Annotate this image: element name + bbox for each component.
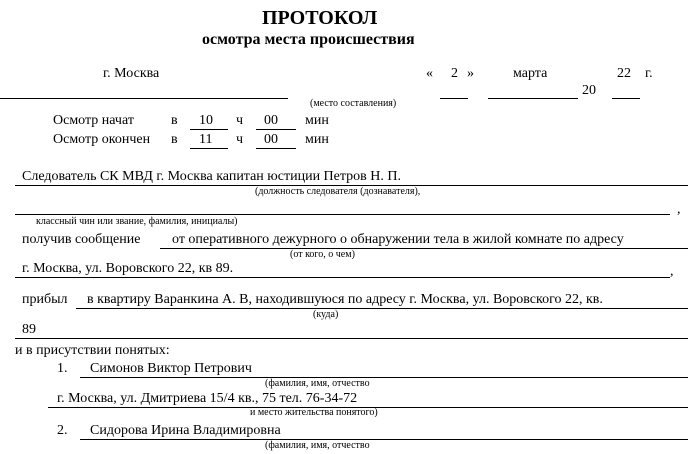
start-hours: 10 [199, 113, 213, 128]
city-underline [0, 98, 288, 99]
start-min: мин [305, 113, 329, 128]
document-subtitle: осмотра места происшествия [202, 31, 415, 48]
end-prep: в [171, 132, 178, 147]
witnesses-intro: и в присутствии понятых: [15, 343, 170, 358]
city: г. Москва [103, 66, 160, 81]
message-underline [160, 248, 688, 249]
end-hours-underline [190, 148, 228, 149]
witness-2-number: 2. [57, 423, 68, 438]
start-minutes: 00 [264, 113, 278, 128]
arrived-label: прибыл [22, 292, 68, 307]
start-prep: в [171, 113, 178, 128]
document-title: ПРОТОКОЛ [262, 7, 378, 29]
message-text-2: г. Москва, ул. Воровского 22, кв 89. [22, 261, 234, 276]
investigator-text: Следователь СК МВД г. Москва капитан юстиции Петров Н. П. [22, 169, 402, 184]
investigator-hint-2: классный чин или звание, фамилия, инициалы) [36, 216, 238, 227]
investigator-comma: , [677, 202, 681, 217]
witness-1-name: Симонов Виктор Петрович [90, 361, 252, 376]
date-month: марта [513, 66, 548, 81]
day-underline [440, 98, 468, 99]
date-year-suffix: г. [645, 66, 653, 81]
witness-1-address-hint: и место жительства понятого) [250, 407, 378, 418]
witness-1-address: г. Москва, ул. Дмитриева 15/4 кв., 75 тел. 76-34-72 [57, 391, 358, 406]
date-year: 22 [617, 66, 631, 81]
end-label: Осмотр окончен [53, 132, 151, 147]
date-century: 20 [582, 83, 596, 98]
end-minutes-underline [256, 148, 296, 149]
arrived-text-2: 89 [22, 322, 36, 337]
arrived-underline-2 [15, 338, 688, 339]
message-text: от оперативного дежурного о обнаружении тела в жилой комнате по адресу [172, 232, 624, 247]
witness-2-name-underline [80, 439, 688, 440]
investigator-underline-2 [15, 214, 670, 215]
witness-2-name-hint: (фамилия, имя, отчество [265, 440, 370, 451]
start-h: ч [236, 113, 244, 128]
witness-1-name-underline [80, 377, 688, 378]
end-hours: 11 [199, 132, 213, 147]
investigator-hint: (должность следователя (дознавателя), [255, 186, 421, 197]
start-minutes-underline [256, 129, 296, 130]
year-underline [612, 98, 640, 99]
arrived-underline [76, 308, 688, 309]
witness-2-name: Сидорова Ирина Владимировна [90, 423, 281, 438]
end-min: мин [305, 132, 329, 147]
message-hint: (от кого, о чем) [290, 249, 355, 260]
quote-close: » [467, 66, 474, 81]
month-underline [488, 98, 578, 99]
date-day: 2 [451, 66, 458, 81]
end-minutes: 00 [264, 132, 278, 147]
witness-1-number: 1. [57, 361, 68, 376]
witness-1-name-hint: (фамилия, имя, отчество [265, 378, 370, 389]
start-label: Осмотр начат [53, 113, 134, 128]
message-label: получив сообщение [22, 232, 141, 247]
message-underline-2 [15, 277, 670, 278]
quote-open: « [426, 66, 433, 81]
place-hint: (место составления) [310, 98, 397, 109]
start-hours-underline [190, 129, 228, 130]
message-comma: , [670, 264, 674, 279]
arrived-hint: (куда) [313, 309, 339, 320]
arrived-text: в квартиру Варанкина А. В, находившуюся по адресу г. Москва, ул. Воровского 22, кв. [87, 292, 603, 307]
end-h: ч [236, 132, 244, 147]
